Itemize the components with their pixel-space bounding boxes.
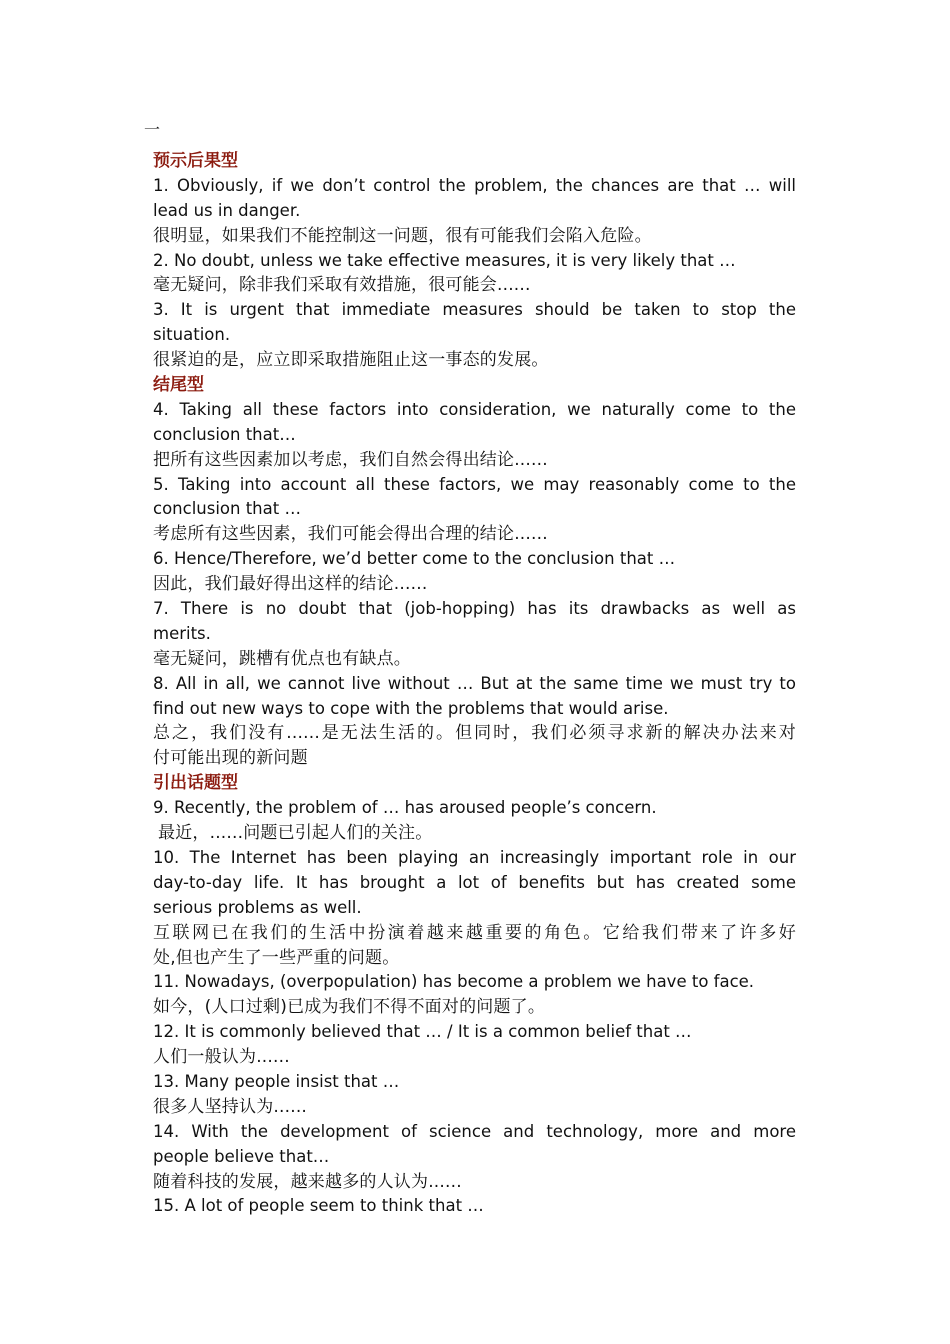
english-sentence-line: 13. Many people insist that … (153, 1071, 400, 1091)
english-sentence-line: 12. It is commonly believed that … / It is a common belief that … (153, 1022, 692, 1042)
chinese-translation-line: 因此，我们最好得出这样的结论...... (153, 574, 428, 595)
chinese-translation-line: 人们一般认为...... (153, 1047, 290, 1068)
english-sentence-line: 5. Taking into account all these factors, we may reasonably come to the (153, 474, 796, 494)
section-heading: 结尾型 (153, 375, 204, 396)
english-sentence-line: 1. Obviously, if we don’t control the problem, the chances are that … will (153, 175, 796, 195)
english-sentence-line: 9. Recently, the problem of … has aroused people’s concern. (153, 798, 657, 818)
chinese-translation-line: 毫无疑问，除非我们采取有效措施，很可能会...... (153, 275, 531, 296)
chinese-translation-line: 总之，我们没有......是无法生活的。但同时，我们必须寻求新的解决办法来对 (153, 723, 796, 744)
english-sentence-line: 3. It is urgent that immediate measures should be taken to stop the (153, 300, 796, 320)
chinese-translation-line: 把所有这些因素加以考虑，我们自然会得出结论...... (153, 449, 548, 470)
english-sentence-line: 6. Hence/Therefore, we’d better come to the conclusion that … (153, 549, 676, 569)
english-sentence-line: lead us in danger. (153, 200, 301, 220)
english-sentence-line: 14. With the development of science and technology, more and more (153, 1121, 796, 1141)
section-number-mark: 一 (144, 120, 161, 139)
english-sentence-line: merits. (153, 623, 211, 643)
section-heading: 引出话题型 (153, 773, 238, 794)
section-heading: 预示后果型 (153, 151, 238, 171)
chinese-translation-line: 毫无疑问，跳槽有优点也有缺点。 (153, 648, 411, 669)
english-sentence-line: day-to-day life. It has brought a lot of benefits but has created some (153, 872, 796, 892)
chinese-translation-line: 付可能出现的新问题 (153, 748, 308, 769)
chinese-translation-line: 很紧迫的是，应立即采取措施阻止这一事态的发展。 (153, 350, 549, 371)
chinese-translation-line: 处,但也产生了一些严重的问题。 (153, 947, 400, 968)
english-sentence-line: 8. All in all, we cannot live without … But at the same time we must try to (153, 673, 796, 693)
english-sentence-line: conclusion that… (153, 424, 296, 444)
chinese-translation-line: 如今，(人口过剩)已成为我们不得不面对的问题了。 (153, 997, 546, 1018)
english-sentence-line: 4. Taking all these factors into consideration, we naturally come to the (153, 399, 796, 419)
english-sentence-line: 7. There is no doubt that (job-hopping) has its drawbacks as well as (153, 599, 796, 619)
chinese-translation-line: 最近，......问题已引起人们的关注。 (158, 823, 433, 844)
chinese-translation-line: 互联网已在我们的生活中扮演着越来越重要的角色。它给我们带来了许多好 (153, 922, 796, 943)
english-sentence-line: 11. Nowadays, (overpopulation) has become a problem we have to face. (153, 972, 755, 992)
chinese-translation-line: 考虑所有这些因素，我们可能会得出合理的结论...... (153, 524, 548, 545)
english-sentence-line: situation. (153, 325, 231, 345)
english-sentence-line: find out new ways to cope with the problems that would arise. (153, 698, 669, 718)
english-sentence-line: serious problems as well. (153, 897, 362, 917)
english-sentence-line: conclusion that … (153, 499, 301, 519)
english-sentence-line: people believe that… (153, 1146, 330, 1166)
chinese-translation-line: 很多人坚持认为...... (153, 1096, 308, 1117)
chinese-translation-line: 很明显，如果我们不能控制这一问题，很有可能我们会陷入危险。 (153, 225, 652, 246)
english-sentence-line: 2. No doubt, unless we take effective measures, it is very likely that … (153, 250, 736, 270)
english-sentence-line: 10. The Internet has been playing an increasingly important role in our (153, 847, 796, 867)
english-sentence-line: 15. A lot of people seem to think that … (153, 1196, 484, 1216)
document-body (153, 149, 796, 1219)
chinese-translation-line: 随着科技的发展，越来越多的人认为...... (153, 1171, 462, 1192)
